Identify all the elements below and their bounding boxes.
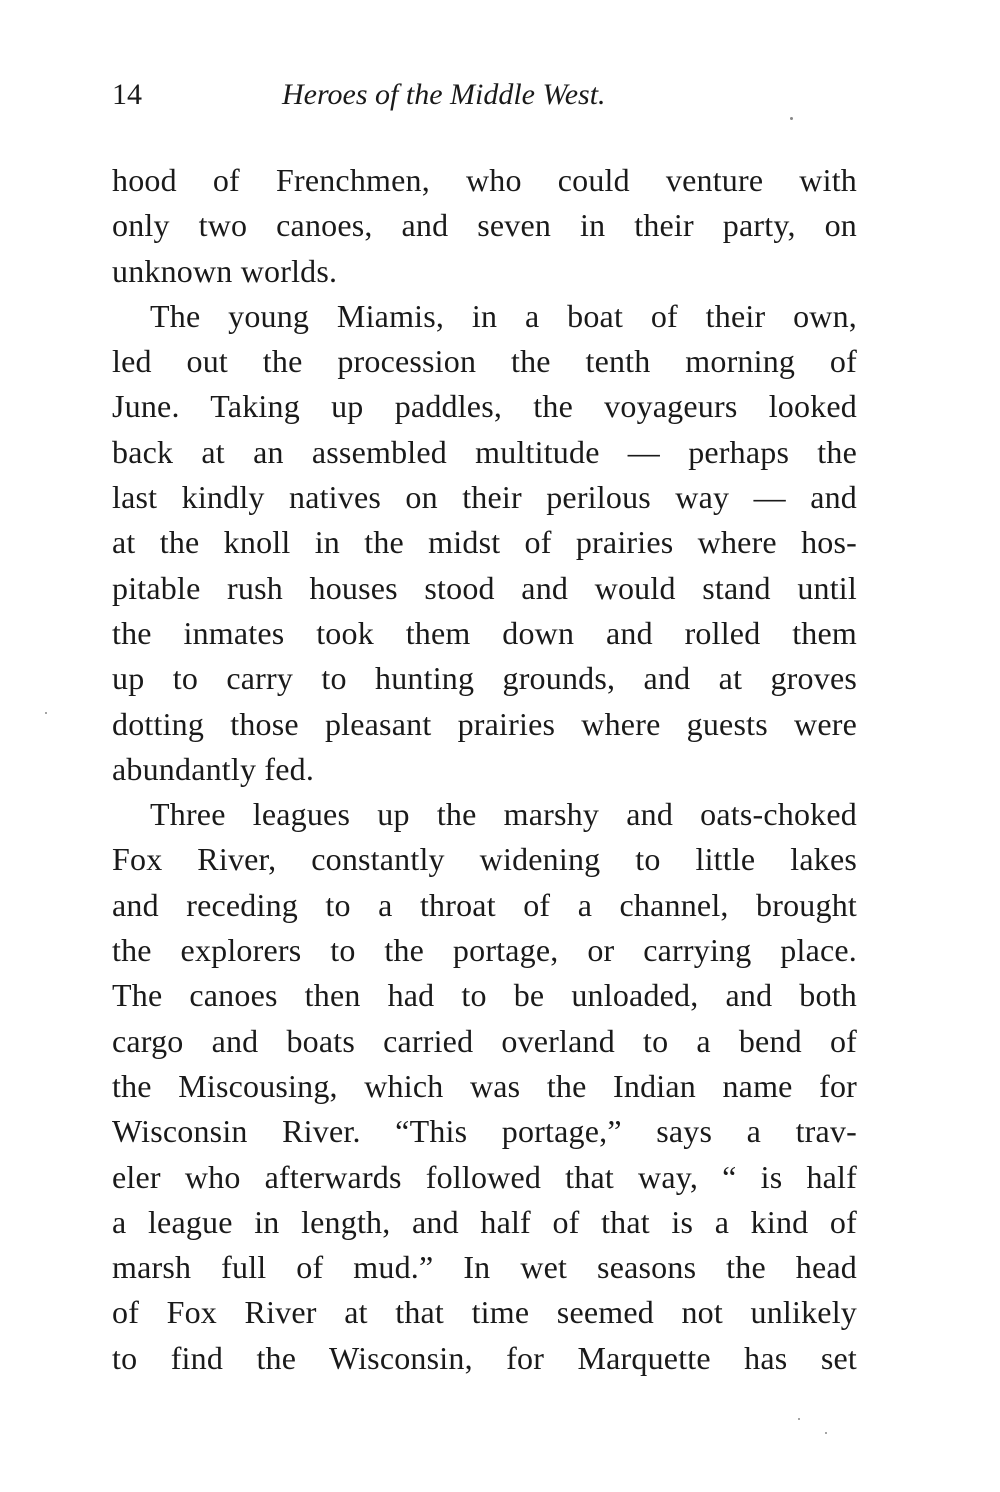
text-line: of Fox River at that time seemed not unlikely xyxy=(112,1294,857,1331)
text-line: Wisconsin River. “This portage,” says a trav- xyxy=(112,1113,857,1150)
text-line: Fox River, constantly widening to little lakes xyxy=(112,841,857,878)
text-line: back at an assembled multitude — perhaps the xyxy=(112,433,857,470)
text-line: the Miscousing, which was the Indian name for xyxy=(112,1067,857,1104)
text-line: the explorers to the portage, or carrying place. xyxy=(112,932,857,969)
text-line: eler who afterwards followed that way, “ is half xyxy=(112,1158,857,1195)
text-line: June. Taking up paddles, the voyageurs looked xyxy=(112,388,857,425)
text-line: The canoes then had to be unloaded, and both xyxy=(112,977,857,1014)
text-line: to find the Wisconsin, for Marquette has set xyxy=(112,1339,857,1376)
text-line: hood of Frenchmen, who could venture with xyxy=(112,162,857,198)
text-line: only two canoes, and seven in their party, on xyxy=(112,207,857,244)
scan-speck xyxy=(45,712,47,714)
running-head: Heroes of the Middle West. xyxy=(282,78,606,111)
text-line: and receding to a throat of a channel, brought xyxy=(112,886,857,923)
text-line: unknown worlds. xyxy=(112,252,338,289)
text-line: cargo and boats carried overland to a bend of xyxy=(112,1022,857,1059)
text-line: led out the procession the tenth morning of xyxy=(112,343,857,380)
text-line: Three leagues up the marshy and oats-choked xyxy=(150,796,857,833)
text-line: pitable rush houses stood and would stand until xyxy=(112,569,857,606)
scan-speck xyxy=(790,117,793,120)
text-line: the inmates took them down and rolled them xyxy=(112,614,857,651)
scan-speck xyxy=(825,1432,827,1434)
text-line: abundantly fed. xyxy=(112,750,315,787)
text-line: at the knoll in the midst of prairies where hos- xyxy=(112,524,857,561)
text-line: up to carry to hunting grounds, and at groves xyxy=(112,660,857,697)
page-header xyxy=(112,78,857,126)
scan-speck xyxy=(798,1418,800,1420)
text-line: marsh full of mud.” In wet seasons the head xyxy=(112,1249,857,1286)
body-text xyxy=(112,158,857,1381)
text-line: last kindly natives on their perilous way — and xyxy=(112,479,857,516)
text-line: The young Miamis, in a boat of their own, xyxy=(150,297,857,334)
text-line: a league in length, and half of that is a kind of xyxy=(112,1203,857,1240)
text-line: dotting those pleasant prairies where guests were xyxy=(112,705,857,742)
page-number: 14 xyxy=(112,78,142,111)
